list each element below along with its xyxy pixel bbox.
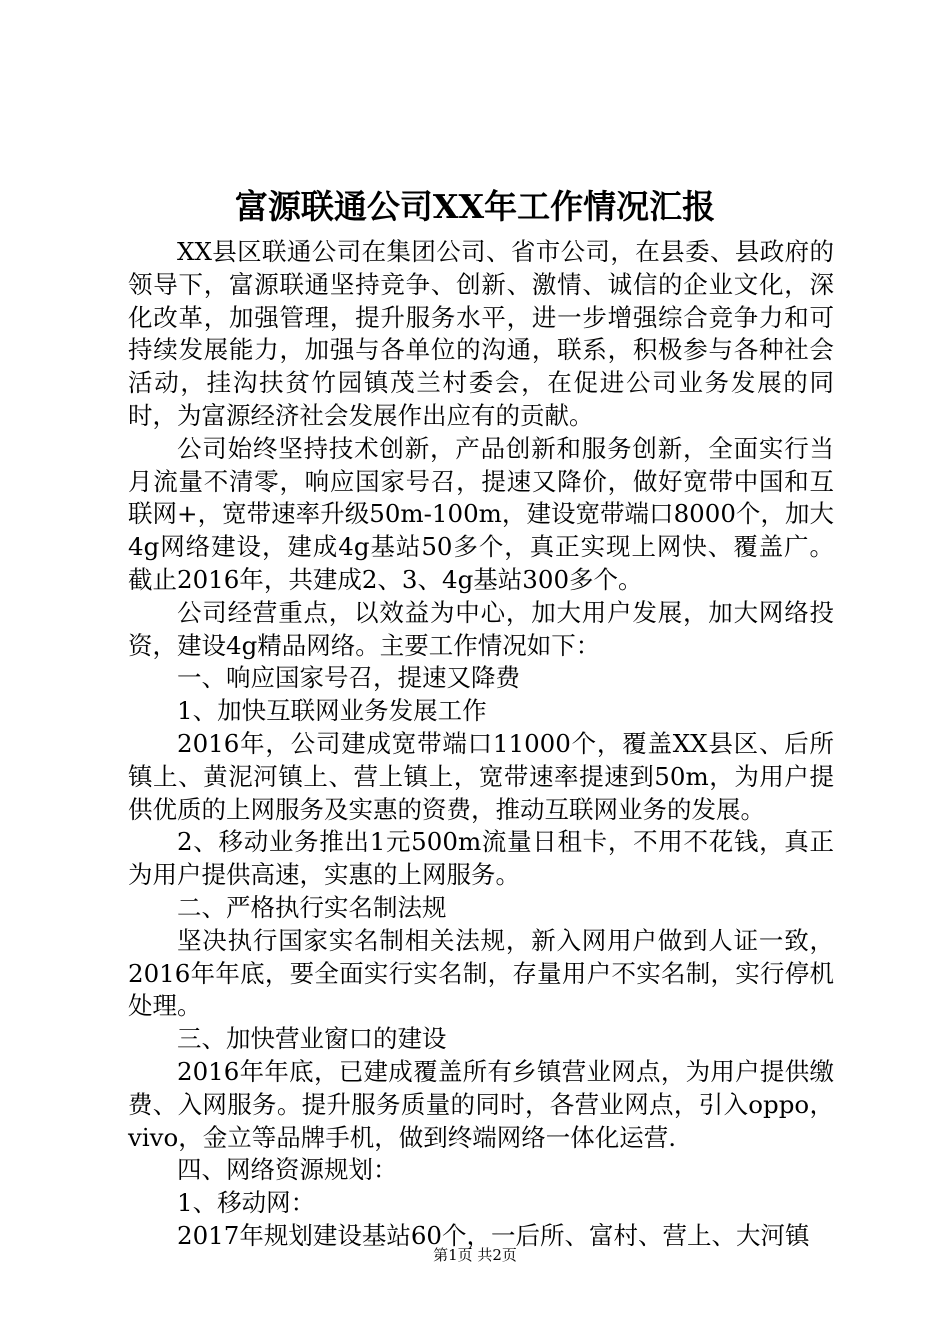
paragraph-outlets: 2016年年底，已建成覆盖所有乡镇营业网点，为用户提供缴费、入网服务。提升服务质量的同时，各营业网点，引入oppo，vivo，金立等品牌手机，做到终端网络一体化运营. (128, 1056, 834, 1152)
paragraph-real-name: 坚决执行国家实名制相关法规，新入网用户做到人证一致，2016年年底，要全面实行实名制，存量用户不实名制，实行停机处理。 (128, 925, 834, 1021)
page-footer: 第1页 共2页 (433, 1246, 517, 1264)
document-title: 富源联通公司XX年工作情况汇报 (234, 187, 716, 226)
document-body (128, 236, 834, 1253)
paragraph-intro: XX县区联通公司在集团公司、省市公司，在县委、县政府的领导下，富源联通坚持竞争、创新、激情、诚信的企业文化，深化改革，加强管理，提升服务水平，进一步增强综合竞争力和可持续发展能力，加强与各单位的沟通，联系，积极参与各种社会活动，挂沟扶贫竹园镇茂兰村委会，在促进公司业务发展的同时，为富源经济社会发展作出应有的贡献。 (128, 237, 834, 430)
section-heading-4: 四、网络资源规划： (177, 1155, 398, 1185)
paragraph-business-focus: 公司经营重点，以效益为中心，加大用户发展，加大网络投资，建设4g精品网络。主要工作情况如下： (128, 597, 834, 660)
section-heading-2: 二、严格执行实名制法规 (177, 892, 447, 922)
section-heading-1: 一、响应国家号召，提速又降费 (177, 663, 520, 693)
section-heading-3: 三、加快营业窗口的建设 (177, 1024, 447, 1054)
paragraph-mobile-card: 2、移动业务推出1元500m流量日租卡，不用不花钱，真正为用户提供高速，实惠的上网服务。 (128, 827, 834, 890)
subsection-heading-4-1: 1、移动网： (177, 1188, 316, 1218)
paragraph-broadband: 2016年，公司建成宽带端口11000个，覆盖XX县区、后所镇上、黄泥河镇上、营上镇上，宽带速率提速到50m，为用户提供优质的上网服务及实惠的资费，推动互联网业务的发展。 (128, 728, 834, 824)
paragraph-innovation: 公司始终坚持技术创新，产品创新和服务创新，全面实行当月流量不清零，响应国家号召，提速又降价，做好宽带中国和互联网+，宽带速率升级50m-100m，建设宽带端口8000个，加大4g网络建设，建成4g基站50多个，真正实现上网快、覆盖广。截止2016年，共建成2、3、4g基站300多个。 (128, 433, 834, 594)
subsection-heading-1-1: 1、加快互联网业务发展工作 (177, 696, 487, 726)
paragraph-base-stations: 2017年规划建设基站60个，一后所、富村、营上、大河镇 (177, 1220, 810, 1250)
